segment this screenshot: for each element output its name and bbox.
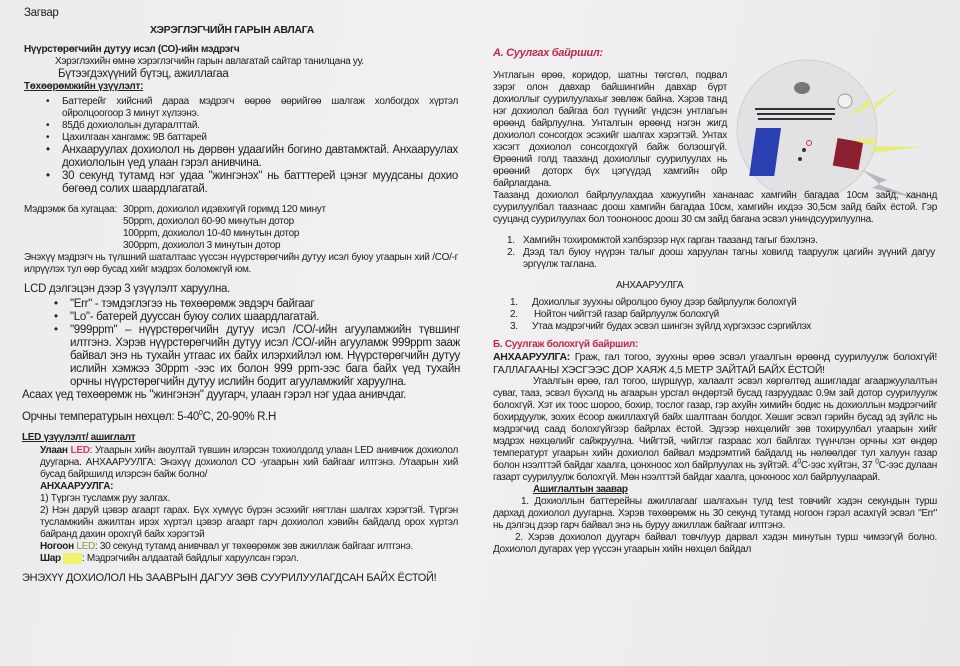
lcd-item: • "Lo"- батерей дууссан буюу солих шаардлагатай. bbox=[70, 311, 460, 324]
led-yellow-text: : Мэдрэгчийн алдаатай байдлыг харуулсан гэрэл. bbox=[81, 553, 299, 564]
warning-step: 2) Нэн даруй цэвэр агаарт гарах. Бүх хүмүүс бүрэн эсэхийг нягтлан шалгах хэрэгтэй. Түргэн тусламжийн ажилтан ирэх хүртэл цэвэр агаарт гарч дохиолол хэвийн байдалд орох хүртэл байранд дахин орохгүй байх хэрэгтэй bbox=[40, 505, 458, 540]
lcd-heading: LCD дэлгэцэн дээр 3 үзүүлэлт харуулна. bbox=[24, 283, 230, 295]
section-a-paragraph: Унтлагын өрөө, коридор, шатны төгсгөл, подвал зэрэг олон давхар байшингийн давхар бүрт дохиоллыг суурилуулахыг зөвлөж байна. Хэрэв танд нэг дохиолол байгаа бол түүнийг үндсэн унтлагын өрөөнд байрлуулна. Унталгын өрөөнд нэгэн жигд дохиолол сонсогдох эсэхийг шалгах хэрэгтэй. Унтах хэсэгт дохиолол сонсогдохгүй байж болзошгүй. Өрөөний голд таазанд дохиоллыг суурилуулах нь өрөөний доторх бүх цэгүүдэд хамгийн ойр байрлагдана. bbox=[493, 70, 727, 189]
sensitivity-row: 300ppm, дохиолол 3 минутын дотор bbox=[122, 240, 281, 251]
lcd-item: • "Err" - тэмдэглэгээ нь төхөөрөмж эвдэрч байгааг bbox=[70, 298, 460, 311]
caution-list bbox=[510, 297, 930, 333]
sensitivity-table bbox=[24, 204, 462, 252]
warning-step: 1) Түргэн тусламж руу залгах. bbox=[40, 493, 170, 504]
usage-step-2: 2. Хэрэв дохиолол дуугарч байвал товчлуур дарвал хэдэн минутын турш чимээгүй болно. Дохиолол дугарах үер үүссэн угаарын хийн нөхцөл байдал bbox=[493, 532, 937, 555]
feature-item: • Цахилгаан хангамж: 9В баттарей bbox=[62, 132, 458, 144]
paragraph-text: Угаалгын өрөө, гал тогоо, шүршүүр, халаалт эсвэл хөргөлтөд ашигладаг агааржуулалтын суваг, тааз, эсвэл бүхэлд нь агаарын урсгал өндөртэй бусад газруудаас 0.9м зай дотор суурилуулж болохгүй. Хэт их тоос шороо, бохир, тослог газар, гэр ахуйн химийн бодис нь дохиоллын мэдрэгчийг бохирдуулж, зохих ёсоор ажиллахгүй байх шалтгаан болдог. Хөшиг эсвэл гэрийн бусад эд зүйлс нь мэдрэгчид саад болохгүйгээр байрлах ёстой. Эдгээр нөхцөлийг зөв тохируулбал угаарын хийг мэдрэх нөхцөлийг сайжруулна. Чийгтэй, чийглэг газраас хол байлгах түүнчлэн орчны хэт өндөр температурт угаарын хийн дохиолол байвал мэдрэмтгий байдалд нь нөлөөлдөг тул халуун газар болон нээлттэй байдаг хаалга, цонхноос хол байрлуулах нь зүйтэй. 4 bbox=[493, 376, 937, 471]
caution-item bbox=[510, 309, 930, 321]
item-number: 3. bbox=[510, 321, 518, 332]
step-text: Дээд тал буюу нүүрэн талыг доош харуулан тагны ховилд тааруулж цагийн зүүний дагуу эргүүлж таглана. bbox=[523, 247, 935, 270]
intro-text: Хэрэглэхийн өмнө хэрэглэгчийн гарын авлагатай сайтар танилцана уу. bbox=[55, 56, 364, 67]
sensitivity-label: Мэдрэмж ба хугацаа: bbox=[24, 204, 117, 215]
led-green-text: : 30 секунд тутамд анивчвал уг төхөөрөмж зөв ажиллаж байгааг илтгэнэ. bbox=[94, 541, 413, 552]
feature-item: • Баттерейг хийсний дараа мэдрэгч өөрөө өөрийгөө шалгаж холбогдох хүртэл ойролцоогоор 3 минут хүлээнэ. bbox=[62, 96, 458, 120]
features-heading: Төхөөрөмжийн үзүүлэлт: bbox=[24, 81, 144, 92]
template-label: Загвар bbox=[24, 7, 59, 19]
power-on-note: Асаах үед төхөөрөмж нь "жингэнэн" дуугарч, улаан гэрэл нэг удаа анивчдаг. bbox=[22, 389, 406, 401]
warning-label: АНХААРУУЛГА: bbox=[493, 351, 571, 363]
left-column bbox=[22, 6, 462, 585]
item-text: Утаа мэдрэгчийг будах эсвэл шингэн зүйлд хүргэхээс сэргийлэх bbox=[532, 321, 812, 332]
section-a-paragraph-2: Таазанд дохиолол байрлуулахдаа хажуугийн хананаас хамгийн багадаа 10см зайд, хананд суурилуулбал таазнаас доош хамгийн багадаа 10см, хамгийн ихдээ 30,5см зайд байх ёстой. Гэр сууцанд суурилуулах бол тоононоос доош 30 см зайд багана эсвэл униндсуурилуулна. bbox=[493, 190, 937, 225]
led-green-word: LED bbox=[76, 541, 95, 552]
led-red-label: Улаан bbox=[40, 445, 68, 456]
led-red-word: LED bbox=[70, 445, 90, 456]
item-number: 2. bbox=[510, 309, 518, 320]
sensitivity-row: 100ppm, дохиолол 10-40 минутын дотор bbox=[122, 228, 300, 239]
step-number: 1. bbox=[507, 235, 515, 246]
item-text: Нойтон чийгтэй газар байрлуулж болохгүй bbox=[534, 309, 719, 320]
caution-item bbox=[510, 321, 930, 333]
led-red-text: : Угаарын хийн аюултай түвшин илэрсэн тохиолдолд улаан LED анивчиж дохиолол дуугарна. АНХААРУУЛГА: Энэхүү дохиолол CO -угаарын хий байгааг илтгэнэ. /Угаарын хий бусад байршилд илэрсэн байж болно/ bbox=[40, 445, 459, 480]
section-b-heading: Б. Суулгаж болохгүй байршил: bbox=[493, 339, 638, 350]
sensitivity-row: 50ppm, дохиолол 60-90 минутын дотор bbox=[122, 216, 294, 227]
page-title: ХЭРЭГЛЭГЧИЙН ГАРЫН АВЛАГА bbox=[150, 24, 315, 36]
paragraph-text: С-ээс дулаан газарт суурилуулж болохгүй. Мөн нээлттэй байдаг хаалга, цонхноос хол байрлуулаарай. bbox=[493, 460, 938, 483]
item-number: 1. bbox=[510, 297, 518, 308]
structure-text: Бүтээгдэхүүний бүтэц, ажиллагаа bbox=[58, 68, 229, 80]
sensor-note: Энэхүү мэдрэгч нь түлшний шаталтаас үүссэн нүүрстөрөгчийн дутуу исэл буюу угаарын хий /CO/-г илрүүлэх тул өөр бусад хийг мэдрэх боломжгүй юм. bbox=[24, 252, 458, 275]
usage-heading: Ашиглалтын заавар bbox=[533, 484, 628, 495]
item-text: Дохиоллыг зуухны ойролцоо буюу дээр байрлуулж болохгүй bbox=[532, 297, 797, 308]
section-b-warning bbox=[493, 351, 937, 376]
led-yellow-label: Шар bbox=[40, 553, 61, 564]
warning-text: Граж, гал тогоо, зуухны өрөө эсвэл угаалгын өрөөнд суурилуулж болохгүй! ГАЛЛАГААНЫ ХЭСГЭЭС ДОР ХАЯЖ 4,5 МЕТР ЗАЙТАЙ БАЙХ ЁСТОЙ! bbox=[493, 351, 937, 376]
warning-label: АНХААРУУЛГА: bbox=[40, 481, 114, 492]
section-a-heading: А. Суулгах байршил: bbox=[493, 47, 603, 59]
caution-item bbox=[510, 297, 930, 309]
led-yellow-item bbox=[40, 553, 458, 565]
led-yellow-word: LED bbox=[63, 553, 82, 564]
caution-title: АНХААРУУЛГА bbox=[616, 280, 684, 291]
sensitivity-row: 30ppm, дохиолол идэвхигүй горимд 120 минут bbox=[122, 204, 326, 215]
led-green-label: Ногоон bbox=[40, 541, 74, 552]
install-step bbox=[507, 247, 935, 271]
environment-conditions bbox=[22, 411, 462, 424]
lcd-item: • "999ppm" – нүүрстөрөгчийн дутуу исэл /CO/-ийн агууламжийн түвшинг илтгэнэ. Хэрэв нүүрстөрөгчийн дутуу исэл /CO/-ийн агууламж 999ppm заaж байвал энэ нь тухайн утгаас их байх илэрхийлэл юм. Нүүрстөрөгчийн дутуу ислийн хэмжээ 30ppm -ээс их болон 999 ppm-ээс бага байх үед тухайн орчны нүүрстөрөгчийн дутуу ислийн бодит агууламжийг харуулна. bbox=[70, 324, 460, 389]
degree-mark: 0 bbox=[875, 458, 879, 466]
lcd-list bbox=[70, 298, 460, 389]
paragraph-text: С-ээс хүйтэн, 37 bbox=[800, 460, 876, 471]
led-list bbox=[40, 445, 458, 565]
env-prefix: Орчны температурын нөхцөл: 5-40 bbox=[22, 411, 200, 423]
degree-mark: 0 bbox=[199, 410, 203, 418]
right-column bbox=[493, 47, 939, 556]
led-red-item bbox=[40, 445, 458, 541]
feature-item: • 85Дб дохиололын дугаралттай. bbox=[62, 120, 458, 132]
step-number: 2. bbox=[507, 247, 515, 258]
install-steps bbox=[507, 235, 935, 271]
step-text: Хамгийн тохиромжтой хэлбэрээр нүх гарган таазанд тагыг бэхлэнэ. bbox=[523, 235, 818, 246]
usage-step-1: 1. Дохиоллын баттерейны ажиллагааг шалгахын тулд test товчийг хэдэн секундын турш дархад дохиолол дуугарна. Хэрэв төхөөрөмж нь 30 секунд тутамд ногоон гэрэл асахгүй эсвэл "Err" нь дэлгэц дээр гарч байвал энэ нь буруу ажиллаж байгааг илтгэнэ. bbox=[493, 496, 937, 531]
feature-item: • 30 секунд тутамд нэг удаа "жингэнэх" нь батттерей цэнэг муудсаны дохио бөгөөд солих шаардлагатай. bbox=[62, 170, 458, 196]
env-suffix: C, 20-90% R.H bbox=[202, 411, 277, 423]
degree-mark: 0 bbox=[797, 458, 801, 466]
footer-warning: ЭНЭХҮҮ ДОХИОЛОЛ НЬ ЗААВРЫН ДАГУУ ЗӨВ СУУРИЛУУЛАГДСАН БАЙХ ЁСТОЙ! bbox=[22, 572, 437, 584]
led-heading: LED үзүүлэлт/ ашиглалт bbox=[22, 432, 136, 443]
led-green-item bbox=[40, 541, 458, 553]
section-b-paragraph bbox=[493, 376, 937, 484]
features-list bbox=[62, 96, 458, 196]
install-step bbox=[507, 235, 935, 247]
feature-item: • Анхааруулах дохиолол нь дөрвөн удаагийн богино давтамжтай. Анхааруулах дохиололын үед улаан гэрэл анивчина. bbox=[62, 144, 458, 170]
product-heading: Нүүрстөрөгчийн дутуу исэл (СО)-ийн мэдрэгч bbox=[24, 44, 240, 55]
